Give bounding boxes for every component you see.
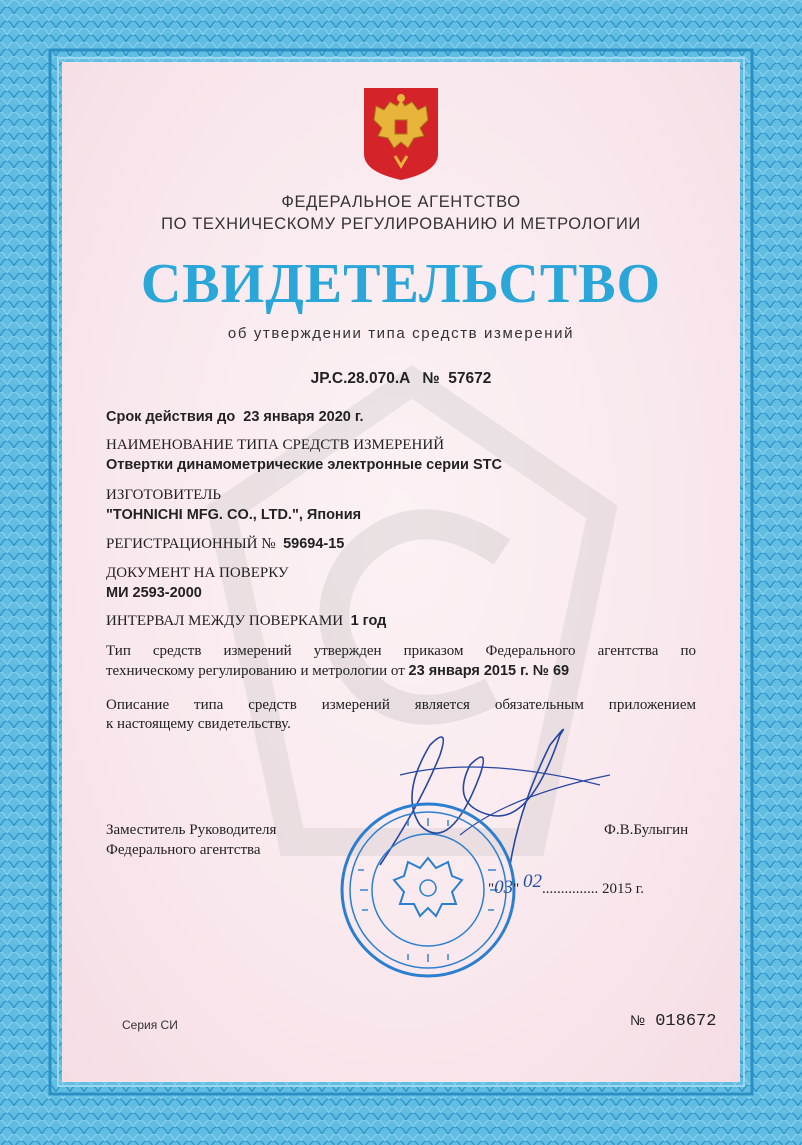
agency-line-2: ПО ТЕХНИЧЕСКОМУ РЕГУЛИРОВАНИЮ И МЕТРОЛОГИИ — [161, 215, 641, 233]
date-year: 2015 г. — [602, 881, 644, 897]
series-label: Серия СИ — [122, 1018, 178, 1032]
description-line-2: к настоящему свидетельству. — [106, 716, 291, 732]
manufacturer-label: ИЗГОТОВИТЕЛЬ — [106, 487, 222, 503]
number-sign: № — [422, 370, 440, 387]
document-subtitle: об утверждении типа средств измерений — [227, 325, 575, 342]
agency-line-1: ФЕДЕРАЛЬНОЕ АГЕНТСТВО — [281, 193, 521, 211]
date-month: 02 — [523, 871, 542, 892]
serial-value: 018672 — [655, 1012, 717, 1031]
order-date-number: 23 января 2015 г. № 69 — [408, 663, 570, 679]
signatory-title-line-2: Федерального агентства — [106, 842, 261, 858]
certificate-number-value: 57672 — [448, 370, 492, 387]
coat-of-arms-emblem — [362, 86, 440, 182]
date-day: 03 — [494, 877, 514, 898]
certificate-number — [0, 370, 802, 388]
issue-date: "03" 02............... 2015 г. — [488, 871, 644, 898]
type-name-label: НАИМЕНОВАНИЕ ТИПА СРЕДСТВ ИЗМЕРЕНИЙ — [106, 437, 445, 453]
type-name-value: Отвертки динамометрические электронные серии STC — [106, 457, 503, 473]
interval-label: ИНТЕРВАЛ МЕЖДУ ПОВЕРКАМИ — [106, 613, 344, 629]
serial-sign: № — [630, 1012, 646, 1028]
registration-value: 59694-15 — [283, 536, 345, 552]
interval-value: 1 год — [350, 613, 387, 629]
certificate-code: JP.C.28.070.A — [310, 370, 411, 387]
registration-label: РЕГИСТРАЦИОННЫЙ № — [106, 536, 276, 552]
validity-value: 23 января 2020 г. — [243, 409, 364, 425]
signatory-title-line-1: Заместитель Руководителя — [106, 822, 277, 838]
manufacturer-value: "TOHNICHI MFG. CO., LTD.", Япония — [106, 507, 362, 523]
order-line-2 — [106, 663, 696, 680]
interval — [106, 613, 696, 630]
document-title: СВИДЕТЕЛЬСТВО — [140, 253, 662, 315]
verification-doc-label: ДОКУМЕНТ НА ПОВЕРКУ — [106, 565, 289, 581]
registration — [106, 536, 696, 553]
description-line-1: Описание типа средств измерений является обязательным приложением — [106, 697, 696, 713]
serial-number — [630, 1012, 716, 1031]
validity-label: Срок действия до — [106, 409, 236, 425]
order-text: техническому регулированию и метрологии от — [106, 663, 405, 679]
validity — [106, 409, 696, 425]
order-line-1: Тип средств измерений утвержден приказом Федерального агентства по — [106, 643, 696, 659]
verification-doc-value: МИ 2593-2000 — [106, 585, 202, 601]
signatory-name: Ф.В.Булыгин — [604, 822, 689, 838]
